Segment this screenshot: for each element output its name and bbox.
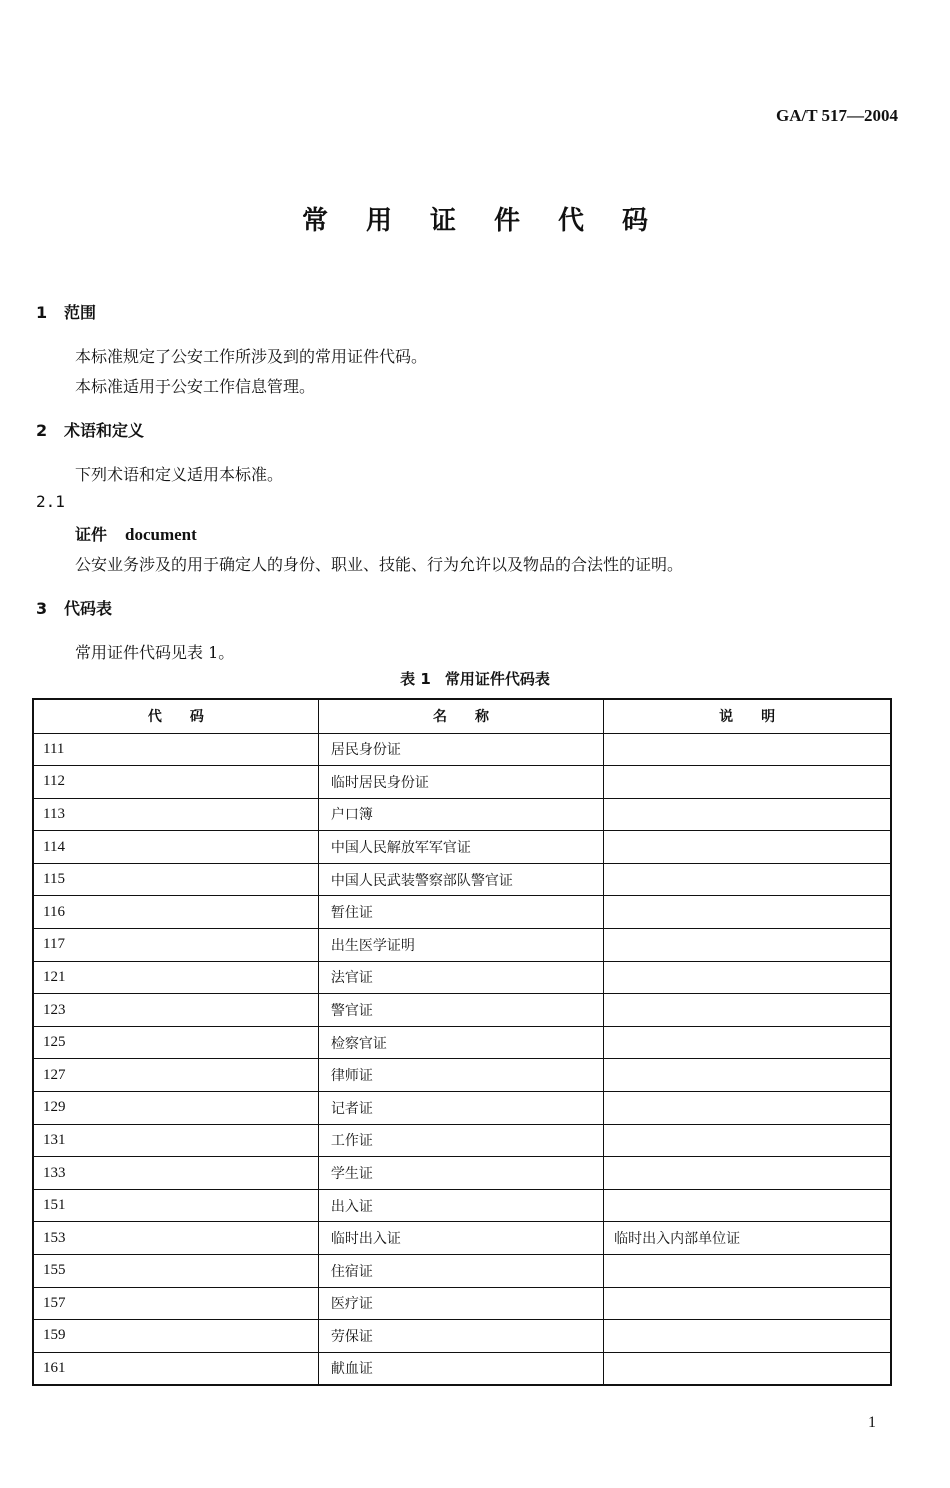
note-cell [604,863,891,896]
note-cell [604,831,891,864]
note-cell [604,929,891,962]
note-cell [604,1026,891,1059]
code-cell: 153 [33,1222,318,1255]
code-cell: 116 [33,896,318,929]
table-row [33,929,891,962]
code-cell: 117 [33,929,318,962]
note-cell [604,1092,891,1125]
term-entry [75,522,197,545]
note-cell [604,766,891,799]
note-cell [604,1352,891,1385]
section-title: 术语和定义 [64,421,145,440]
note-cell [604,1124,891,1157]
section-number: 2 [36,421,48,440]
note-cell [604,1157,891,1190]
table-row [33,1124,891,1157]
name-cell: 出入证 [318,1189,603,1222]
name-cell: 律师证 [318,1059,603,1092]
name-cell: 献血证 [318,1352,603,1385]
note-cell [604,733,891,766]
table-row [33,831,891,864]
code-cell: 133 [33,1157,318,1190]
code-cell: 131 [33,1124,318,1157]
name-cell: 法官证 [318,961,603,994]
standard-number: GA/T 517—2004 [775,106,898,125]
section-2-heading [36,418,144,441]
name-cell: 暂住证 [318,896,603,929]
table-row [33,1059,891,1092]
note-cell [604,1059,891,1092]
name-cell: 临时居民身份证 [318,766,603,799]
table-row [33,1255,891,1288]
name-cell: 检察官证 [318,1026,603,1059]
header-name: 名称 [318,699,603,733]
name-cell: 临时出入证 [318,1222,603,1255]
note-cell [604,798,891,831]
note-cell [604,961,891,994]
code-cell: 112 [33,766,318,799]
note-cell [604,896,891,929]
code-cell: 115 [33,863,318,896]
table-caption [0,668,950,689]
table-row [33,1189,891,1222]
code-cell: 155 [33,1255,318,1288]
page-number: 1 [868,1414,876,1431]
section-1-paragraph-1: 本标准规定了公安工作所涉及到的常用证件代码。 [75,347,428,366]
table-row [33,1287,891,1320]
code-cell: 121 [33,961,318,994]
name-cell: 记者证 [318,1092,603,1125]
table-row [33,1320,891,1353]
table-row [33,994,891,1027]
code-cell: 161 [33,1352,318,1385]
code-cell: 125 [33,1026,318,1059]
note-cell: 临时出入内部单位证 [604,1222,891,1255]
note-cell [604,1189,891,1222]
section-2-paragraph: 下列术语和定义适用本标准。 [75,465,284,484]
page-title: 常用证件代码 [301,206,686,236]
table-row [33,798,891,831]
name-cell: 中国人民解放军军官证 [318,831,603,864]
section-3-heading [36,596,112,619]
table-body [33,733,891,1385]
table-row [33,1092,891,1125]
section-number: 1 [36,303,48,322]
code-cell: 157 [33,1287,318,1320]
section-title: 范围 [64,303,97,322]
code-cell: 123 [33,994,318,1027]
table-row [33,896,891,929]
name-cell: 医疗证 [318,1287,603,1320]
table-header-row [33,699,891,733]
table-row [33,1157,891,1190]
code-cell: 151 [33,1189,318,1222]
note-cell [604,994,891,1027]
section-3-paragraph: 常用证件代码见表 1。 [75,643,235,662]
table-row [33,766,891,799]
code-cell: 129 [33,1092,318,1125]
code-cell: 114 [33,831,318,864]
name-cell: 中国人民武装警察部队警官证 [318,863,603,896]
section-1-heading [36,300,96,323]
table-row [33,1222,891,1255]
name-cell: 警官证 [318,994,603,1027]
name-cell: 学生证 [318,1157,603,1190]
code-cell: 159 [33,1320,318,1353]
term-chinese: 证件 [75,525,108,544]
section-title: 代码表 [64,599,113,618]
header-note: 说明 [604,699,891,733]
name-cell: 居民身份证 [318,733,603,766]
term-english: document [125,525,197,544]
section-1-paragraph-2: 本标准适用于公安工作信息管理。 [75,377,316,396]
table-row [33,863,891,896]
code-cell: 113 [33,798,318,831]
table-row [33,733,891,766]
section-number: 3 [36,599,48,618]
note-cell [604,1255,891,1288]
name-cell: 户口簿 [318,798,603,831]
table-row [33,1026,891,1059]
note-cell [604,1287,891,1320]
certificate-code-table [32,698,892,1386]
name-cell: 工作证 [318,1124,603,1157]
term-definition: 公安业务涉及的用于确定人的身份、职业、技能、行为允许以及物品的合法性的证明。 [75,555,684,574]
table-row [33,961,891,994]
code-cell: 111 [33,733,318,766]
name-cell: 劳保证 [318,1320,603,1353]
table-caption-label: 表 1 [400,670,431,688]
note-cell [604,1320,891,1353]
section-2-1-number: 2.1 [36,492,65,511]
name-cell: 出生医学证明 [318,929,603,962]
name-cell: 住宿证 [318,1255,603,1288]
table-caption-title: 常用证件代码表 [444,670,550,688]
table-row [33,1352,891,1385]
header-code: 代码 [33,699,318,733]
code-cell: 127 [33,1059,318,1092]
